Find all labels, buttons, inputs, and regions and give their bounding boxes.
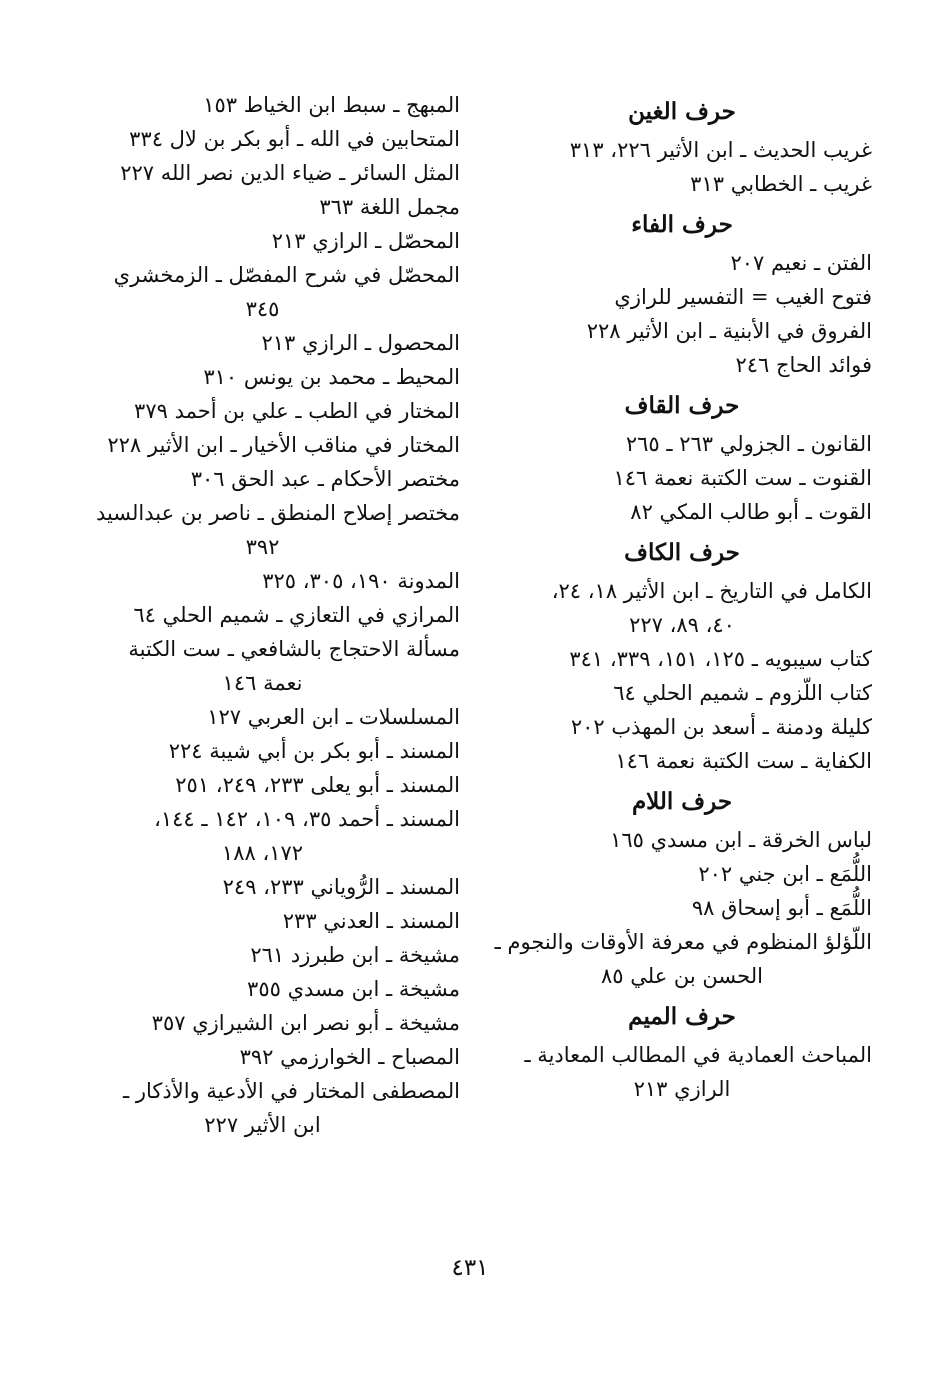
entry-continuation: ١٧٢، ١٨٨ xyxy=(221,841,304,865)
index-entry xyxy=(65,394,460,428)
index-entry xyxy=(492,574,872,642)
entry-text: المحصول ـ الرازي ٢١٣ xyxy=(261,331,460,355)
index-entry xyxy=(65,1040,460,1074)
index-entry xyxy=(65,938,460,972)
index-entry xyxy=(492,133,872,167)
section-heading: حرف الفاء xyxy=(631,211,733,238)
entry-text: المصطفى المختار في الأدعية والأذكار ـ xyxy=(123,1079,460,1103)
entry-text: كليلة ودمنة ـ أسعد بن المهذب ٢٠٢ xyxy=(570,715,872,739)
entry-text: المثل السائر ـ ضياء الدين نصر الله ٢٢٧ xyxy=(120,161,460,185)
index-entry xyxy=(65,122,460,156)
index-entry xyxy=(65,156,460,190)
entry-text: المبهج ـ سبط ابن الخياط ١٥٣ xyxy=(203,93,460,117)
index-entry xyxy=(492,823,872,857)
entry-text: القانون ـ الجزولي ٢٦٣ ـ ٢٦٥ xyxy=(625,432,872,456)
entry-text: فتوح الغيب = التفسير للرازي xyxy=(614,285,872,309)
index-entry xyxy=(65,360,460,394)
entry-text: اللُّمَع ـ أبو إسحاق ٩٨ xyxy=(691,896,872,920)
entry-text: الفروق في الأبنية ـ ابن الأثير ٢٢٨ xyxy=(586,319,872,343)
entry-text: اللُّمَع ـ ابن جني ٢٠٢ xyxy=(698,862,872,886)
section-heading: حرف اللام xyxy=(631,788,733,815)
index-entry xyxy=(65,88,460,122)
index-entry xyxy=(65,598,460,632)
entry-text: لباس الخرقة ـ ابن مسدي ١٦٥ xyxy=(610,828,872,852)
entry-text: المسلسلات ـ ابن العربي ١٢٧ xyxy=(207,705,460,729)
entry-text: القوت ـ أبو طالب المكي ٨٢ xyxy=(630,500,872,524)
entry-text: المحيط ـ محمد بن يونس ٣١٠ xyxy=(203,365,460,389)
entry-text: غريب الحديث ـ ابن الأثير ٢٢٦، ٣١٣ xyxy=(569,138,872,162)
section-heading: حرف الكاف xyxy=(624,539,740,566)
index-entry xyxy=(65,1074,460,1142)
index-entry xyxy=(65,190,460,224)
index-entry xyxy=(492,246,872,280)
entry-continuation: الرازي ٢١٣ xyxy=(633,1077,731,1101)
entry-text: الكفاية ـ ست الكتبة نعمة ١٤٦ xyxy=(615,749,872,773)
index-entry xyxy=(65,870,460,904)
index-entry xyxy=(492,348,872,382)
entry-text: كتاب سيبويه ـ ١٢٥، ١٥١، ٣٣٩، ٣٤١ xyxy=(569,647,872,671)
entry-text: الكامل في التاريخ ـ ابن الأثير ١٨، ٢٤، xyxy=(551,579,872,603)
index-entry xyxy=(492,1038,872,1106)
index-entry xyxy=(492,710,872,744)
entry-text: المحصّل ـ الرازي ٢١٣ xyxy=(271,229,460,253)
index-entry xyxy=(492,314,872,348)
index-entry xyxy=(492,857,872,891)
entry-text: الفتن ـ نعيم ٢٠٧ xyxy=(730,251,872,275)
index-entry xyxy=(492,642,872,676)
entry-text: المسند ـ أحمد ٣٥، ١٠٩، ١٤٢ ـ ١٤٤، xyxy=(154,807,460,831)
index-entry xyxy=(492,427,872,461)
entry-continuation: نعمة ١٤٦ xyxy=(222,671,303,695)
entry-text: مسألة الاحتجاج بالشافعي ـ ست الكتبة xyxy=(128,637,460,661)
entry-text: كتاب اللّزوم ـ شميم الحلي ٦٤ xyxy=(613,681,872,705)
index-entry xyxy=(65,428,460,462)
entry-text: المرازي في التعازي ـ شميم الحلي ٦٤ xyxy=(133,603,460,627)
index-entry xyxy=(492,167,872,201)
entry-continuation: ٣٩٢ xyxy=(245,535,280,559)
index-entry xyxy=(65,258,460,326)
entry-text: اللّؤلؤ المنظوم في معرفة الأوقات والنجوم ـ xyxy=(494,930,872,954)
entry-text: مشيخة ـ ابن مسدي ٣٥٥ xyxy=(247,977,460,1001)
entry-text: المحصّل في شرح المفصّل ـ الزمخشري xyxy=(113,263,460,287)
section-heading: حرف الميم xyxy=(628,1003,736,1030)
index-entry xyxy=(65,564,460,598)
index-entry xyxy=(65,768,460,802)
index-entry xyxy=(492,461,872,495)
entry-text: مختصر إصلاح المنطق ـ ناصر بن عبدالسيد xyxy=(95,501,460,525)
entry-text: القنوت ـ ست الكتبة نعمة ١٤٦ xyxy=(613,466,872,490)
entry-text: فوائد الحاج ٢٤٦ xyxy=(735,353,872,377)
section-heading: حرف القاف xyxy=(624,392,740,419)
index-entry xyxy=(492,676,872,710)
index-entry xyxy=(65,700,460,734)
entry-text: المسند ـ العدني ٢٣٣ xyxy=(282,909,460,933)
entry-text: المختار في مناقب الأخيار ـ ابن الأثير ٢٢٨ xyxy=(107,433,460,457)
entry-continuation: الحسن بن علي ٨٥ xyxy=(601,964,763,988)
entry-text: مشيخة ـ ابن طبرزد ٢٦١ xyxy=(250,943,460,967)
index-entry xyxy=(65,224,460,258)
index-entry xyxy=(65,802,460,870)
index-entry xyxy=(492,925,872,993)
index-entry xyxy=(65,462,460,496)
section-heading: حرف الغين xyxy=(628,98,736,125)
entry-text: المتحابين في الله ـ أبو بكر بن لال ٣٣٤ xyxy=(129,127,460,151)
entry-continuation: ابن الأثير ٢٢٧ xyxy=(204,1113,321,1137)
index-entry xyxy=(65,972,460,1006)
entry-text: غريب ـ الخطابي ٣١٣ xyxy=(690,172,872,196)
index-entry xyxy=(65,496,460,564)
index-entry xyxy=(492,280,872,314)
entry-text: المباحث العمادية في المطالب المعادية ـ xyxy=(524,1043,872,1067)
index-entry xyxy=(492,744,872,778)
left-column xyxy=(65,88,460,1142)
index-entry xyxy=(65,632,460,700)
index-entry xyxy=(65,734,460,768)
index-entry xyxy=(492,495,872,529)
entry-text: المسند ـ أبو يعلى ٢٣٣، ٢٤٩، ٢٥١ xyxy=(175,773,460,797)
entry-text: المختار في الطب ـ علي بن أحمد ٣٧٩ xyxy=(134,399,460,423)
entry-continuation: ٣٤٥ xyxy=(245,297,280,321)
page-number: ٤٣١ xyxy=(451,1255,489,1281)
index-entry xyxy=(65,904,460,938)
entry-text: مجمل اللغة ٣٦٣ xyxy=(319,195,460,219)
entry-text: المدونة ١٩٠، ٣٠٥، ٣٢٥ xyxy=(262,569,460,593)
index-entry xyxy=(65,1006,460,1040)
entry-text: المسند ـ الرُّوياني ٢٣٣، ٢٤٩ xyxy=(222,875,460,899)
entry-text: المصباح ـ الخوارزمي ٣٩٢ xyxy=(239,1045,460,1069)
entry-text: المسند ـ أبو بكر بن أبي شيبة ٢٢٤ xyxy=(168,739,460,763)
index-entry xyxy=(65,326,460,360)
entry-text: مختصر الأحكام ـ عبد الحق ٣٠٦ xyxy=(190,467,460,491)
entry-text: مشيخة ـ أبو نصر ابن الشيرازي ٣٥٧ xyxy=(151,1011,460,1035)
entry-continuation: ٤٠، ٨٩، ٢٢٧ xyxy=(629,613,735,637)
index-entry xyxy=(492,891,872,925)
right-column xyxy=(492,88,872,1106)
